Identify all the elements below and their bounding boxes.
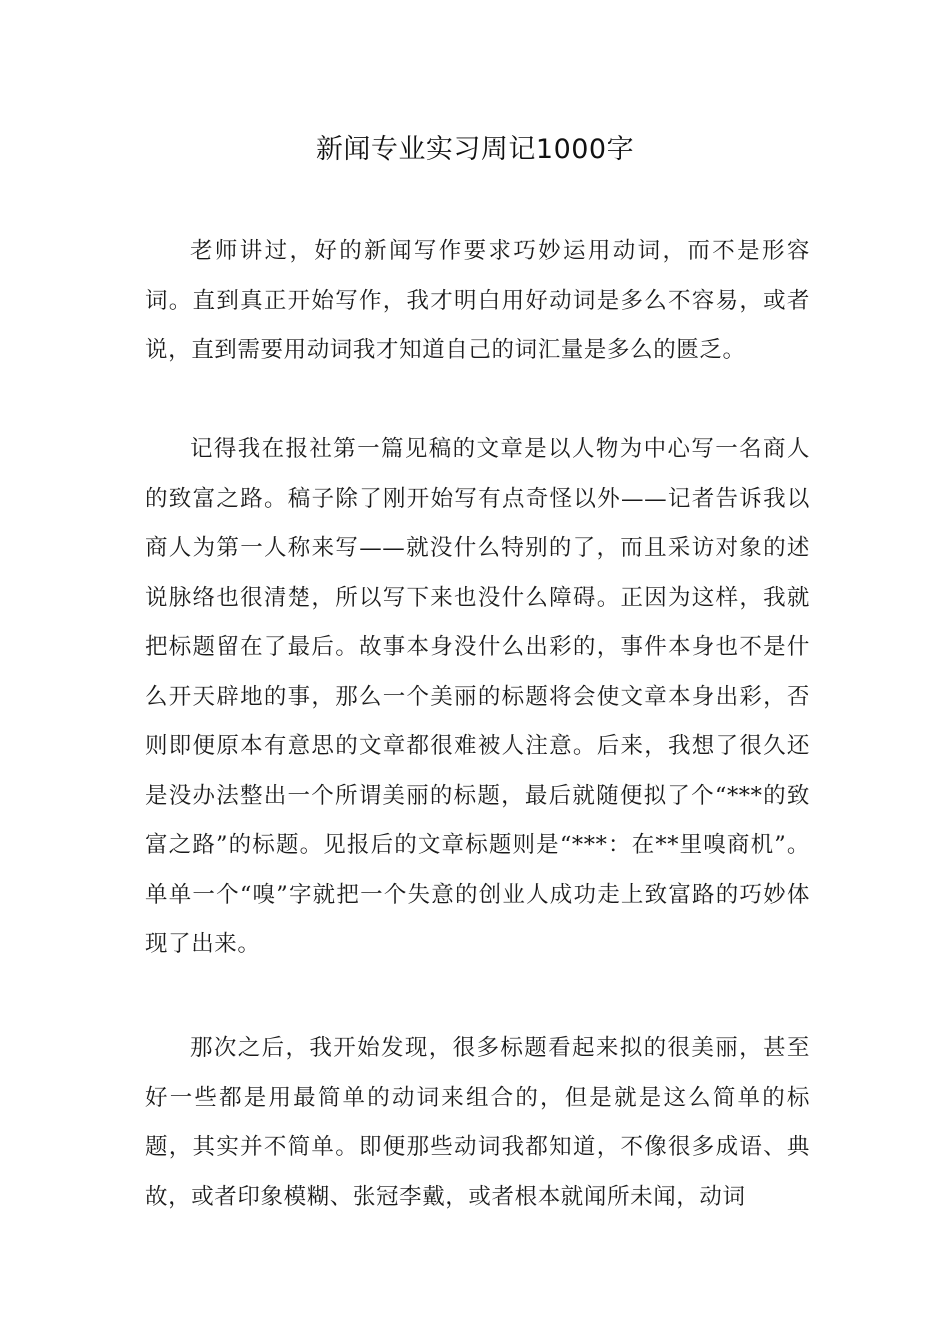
paragraph-1: 老师讲过，好的新闻写作要求巧妙运用动词，而不是形容词。直到真正开始写作，我才明白用好动词是多么不容易，或者说，直到需要用动词我才知道自己的词汇量是多么的匮乏。: [145, 238, 810, 363]
document-title: 新闻专业实习周记1000字: [315, 134, 635, 165]
paragraph-3: 那次之后，我开始发现，很多标题看起来拟的很美丽，甚至好一些都是用最简单的动词来组合的，但是就是这么简单的标题，其实并不简单。即便那些动词我都知道，不像很多成语、典故，或者印象模糊、张冠李戴，或者根本就闻所未闻，动词: [145, 1035, 810, 1210]
paragraph-2: 记得我在报社第一篇见稿的文章是以人物为中心写一名商人的致富之路。稿子除了刚开始写有点奇怪以外——记者告诉我以商人为第一人称来写——就没什么特别的了，而且采访对象的述说脉络也很清楚，所以写下来也没什么障碍。正因为这样，我就把标题留在了最后。故事本身没什么出彩的，事件本身也不是什么开天辟地的事，那么一个美丽的标题将会使文章本身出彩，否则即便原本有意思的文章都很难被人注意。后来，我想了很久还是没办法整出一个所谓美丽的标题，最后就随便拟了个“***的致富之路”的标题。见报后的文章标题则是“***：在**里嗅商机”。单单一个“嗅”字就把一个失意的创业人成功走上致富路的巧妙体现了出来。: [145, 436, 810, 957]
